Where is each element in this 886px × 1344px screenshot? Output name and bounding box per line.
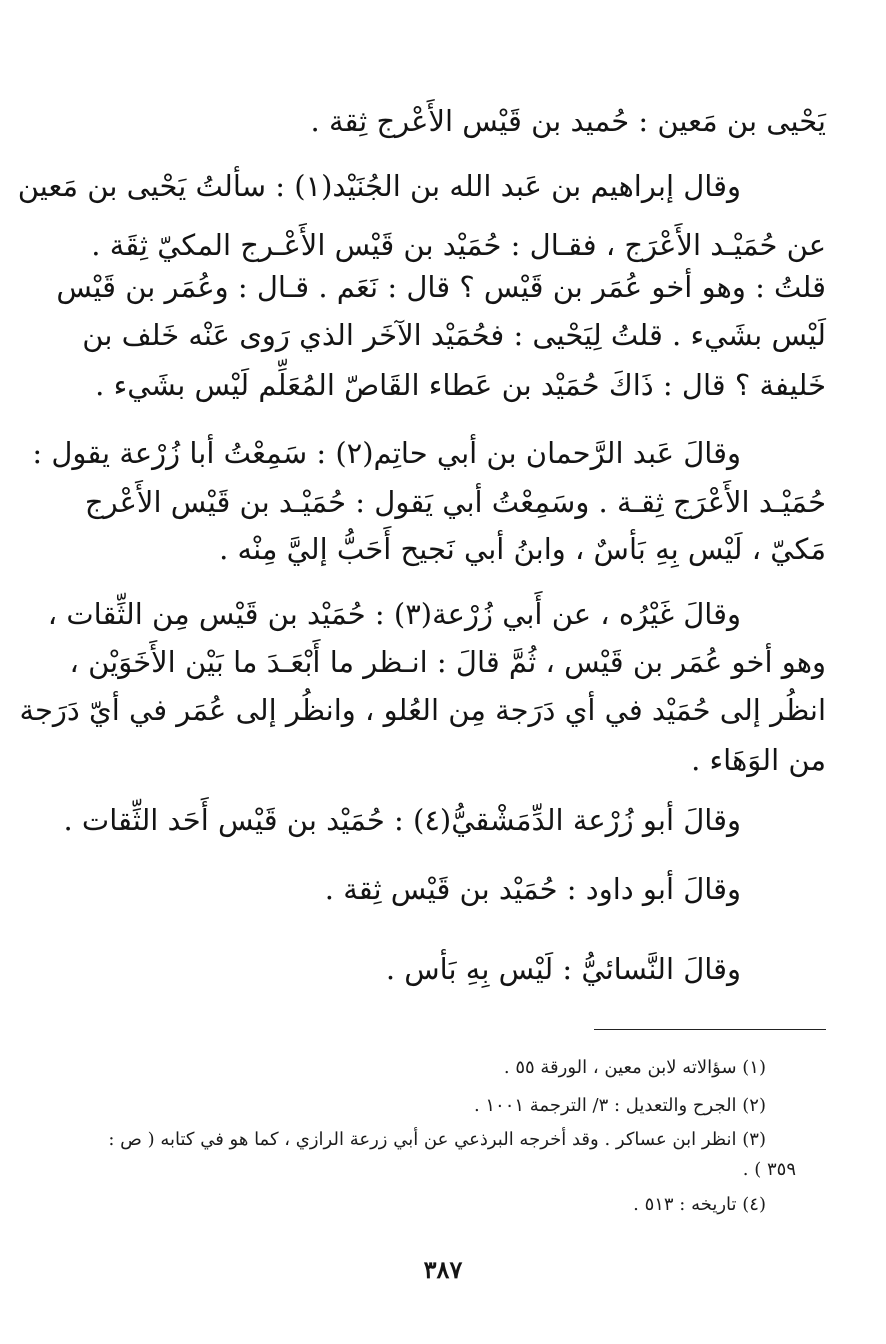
body-line: وقالَ غَيْرُه ، عن أَبي زُرْعة(٣) : حُمَيْد بن قَيْس مِن الثِّقات ، (47, 597, 741, 631)
body-line: حُمَيْـد الأَعْرَج ثِقـة . وسَمِعْتُ أبي يَقول : حُمَيْـد بن قَيْس الأَعْرج (84, 485, 826, 519)
body-line: وقالَ عَبد الرَّحمان بن أبي حاتِم(٢) : سَمِعْتُ أبا زُرْعة يقول : (32, 436, 741, 470)
body-line: وقالَ أبو زُرْعة الدِّمَشْقيُّ(٤) : حُمَيْد بن قَيْس أَحَد الثِّقات . (63, 803, 741, 837)
footnote: (٢) الجرح والتعديل : ٣/ الترجمة ١٠٠١ . (473, 1095, 766, 1116)
body-line: انظُر إلى حُمَيْد في أي دَرَجة مِن العُلو ، وانظُر إلى عُمَر في أيّ دَرَجة (19, 693, 826, 727)
body-line: وقالَ أبو داود : حُمَيْد بن قَيْس ثِقة . (324, 872, 741, 906)
body-line: وقال إبراهيم بن عَبد الله بن الجُنَيْد(١) : سألتُ يَحْيى بن مَعين (17, 169, 741, 203)
body-line: لَيْس بشَيء . قلتُ لِيَحْيى : فحُمَيْد الآخَر الذي رَوى عَنْه خَلف بن (82, 318, 826, 352)
body-line: مَكيّ ، لَيْس بِهِ بَأسٌ ، وابنُ أبي نَجيح أَحَبُّ إليَّ مِنْه . (219, 532, 826, 566)
footnote-continuation: ٣٥٩ ) . (742, 1159, 796, 1180)
body-line: وقالَ النَّسائيُّ : لَيْس بِهِ بَأس . (385, 952, 741, 986)
body-line: عن حُمَيْـد الأَعْرَج ، فقـال : حُمَيْد بن قَيْس الأَعْـرج المكيّ ثِقَة . (91, 228, 826, 262)
body-line: خَليفة ؟ قال : ذَاكَ حُمَيْد بن عَطاء القَاصّ المُعَلِّم لَيْس بشَيء . (95, 368, 826, 402)
body-line: من الوَهَاء . (691, 743, 826, 777)
body-line: يَحْيى بن مَعين : حُميد بن قَيْس الأَعْرج ثِقة . (310, 104, 826, 138)
footnote: (٣) انظر ابن عساكر . وقد أخرجه البرذعي عن أبي زرعة الرازي ، كما هو في كتابه ( ص : (108, 1129, 766, 1150)
footnote-divider (594, 1029, 826, 1030)
body-line: وهو أخو عُمَر بن قَيْس ، ثُمَّ قالَ : انـظر ما أَبْعَـدَ ما بَيْن الأَخَوَيْن ، (69, 645, 826, 679)
footnote: (٤) تاريخه : ٥١٣ . (633, 1194, 766, 1215)
page-number: ٣٨٧ (423, 1255, 463, 1284)
footnote: (١) سؤالاته لابن معين ، الورقة ٥٥ . (503, 1057, 766, 1078)
body-line: قلتُ : وهو أخو عُمَر بن قَيْس ؟ قال : نَعَم . قـال : وعُمَر بن قَيْس (56, 270, 826, 304)
